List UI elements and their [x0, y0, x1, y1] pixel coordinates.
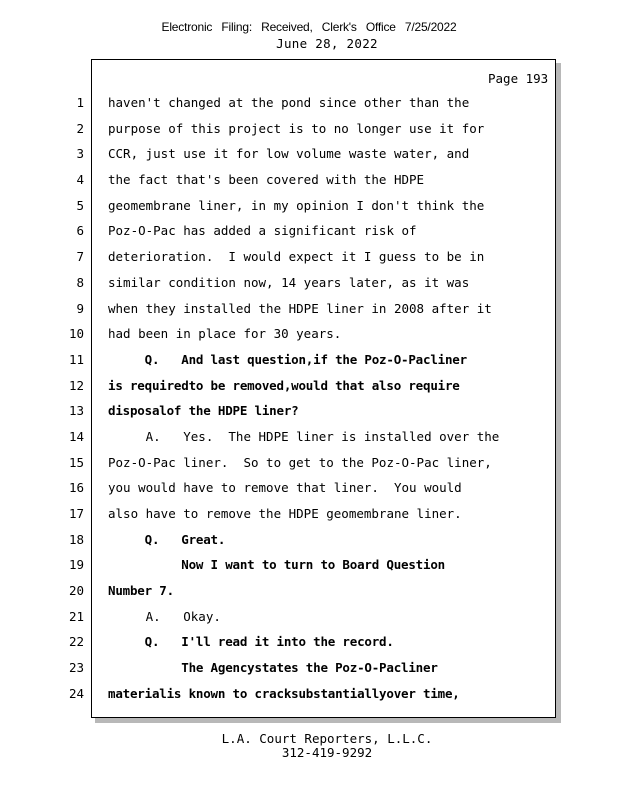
line-number: 6	[76, 223, 84, 239]
line-number: 10	[68, 326, 84, 342]
transcript-line: when they installed the HDPE liner in 2008 after it	[108, 300, 492, 316]
line-number: 23	[68, 660, 84, 676]
transcript-line: you would have to remove that liner. You would	[108, 480, 462, 496]
line-number: 21	[68, 608, 84, 624]
line-number: 12	[68, 377, 84, 393]
transcript-line: similar condition now, 14 years later, as it was	[108, 274, 470, 290]
transcript-line: is requiredto be removed,would that also require	[108, 377, 460, 393]
transcript-line: the fact that's been covered with the HDPE	[108, 172, 425, 188]
line-number: 22	[68, 634, 84, 650]
line-number: 15	[68, 454, 84, 470]
transcript-line: Number 7.	[108, 583, 174, 599]
footer-phone: 312-419-9292	[281, 745, 373, 760]
line-number: 8	[76, 274, 84, 290]
transcript-line: The Agencystates the Poz-O-Pacliner	[108, 660, 438, 676]
transcript-line: Q. I'll read it into the record.	[108, 634, 394, 650]
line-number: 11	[68, 351, 84, 367]
transcript-line: deterioration. I would expect it I guess to be in	[108, 249, 485, 265]
transcript-date: June 28, 2022	[276, 36, 378, 51]
transcript-line: purpose of this project is to no longer use it for	[108, 120, 485, 136]
line-number: 18	[68, 531, 84, 547]
line-number: 3	[76, 146, 84, 162]
line-number: 7	[76, 249, 84, 265]
line-number: 16	[68, 480, 84, 496]
transcript-line: materialis known to cracksubstantiallyover time,	[108, 685, 460, 701]
transcript-line: also have to remove the HDPE geomembrane liner.	[108, 506, 462, 521]
transcript-line: Poz-O-Pac liner. So to get to the Poz-O-Pac liner,	[108, 454, 492, 470]
filing-stamp: Electronic Filing: Received, Clerk's Office 7/25/2022	[161, 20, 457, 34]
line-number: 13	[68, 403, 84, 419]
transcript-line: geomembrane liner, in my opinion I don't think the	[108, 197, 485, 213]
transcript-line: Q. Great.	[108, 531, 226, 547]
line-number: 20	[68, 583, 84, 599]
transcript-line: disposalof the HDPE liner?	[108, 403, 299, 419]
line-number: 14	[68, 428, 84, 444]
transcript-text	[108, 90, 554, 707]
transcript-line: A. Yes. The HDPE liner is installed over the	[108, 428, 500, 444]
line-number: 24	[68, 685, 84, 701]
footer	[0, 732, 618, 760]
line-number: 5	[76, 197, 84, 213]
line-number-column	[58, 90, 84, 707]
line-number: 2	[76, 120, 84, 136]
footer-company: L.A. Court Reporters, L.L.C.	[221, 731, 433, 746]
line-number: 1	[76, 95, 84, 110]
transcript-line: Poz-O-Pac has added a significant risk of	[108, 223, 417, 239]
line-number: 9	[76, 300, 84, 316]
line-number: 19	[68, 557, 84, 573]
transcript-line: had been in place for 30 years.	[108, 326, 342, 342]
transcript-line: Q. And last question,if the Poz-O-Pacliner	[108, 351, 467, 367]
line-number: 4	[76, 172, 84, 188]
line-number: 17	[68, 506, 84, 521]
transcript-line: CCR, just use it for low volume waste water, and	[108, 146, 470, 162]
transcript-line: haven't changed at the pond since other than the	[108, 95, 470, 110]
transcript-line: Now I want to turn to Board Question	[108, 557, 445, 573]
page-number: Page 193	[488, 71, 549, 86]
transcript-line: A. Okay.	[108, 608, 221, 624]
